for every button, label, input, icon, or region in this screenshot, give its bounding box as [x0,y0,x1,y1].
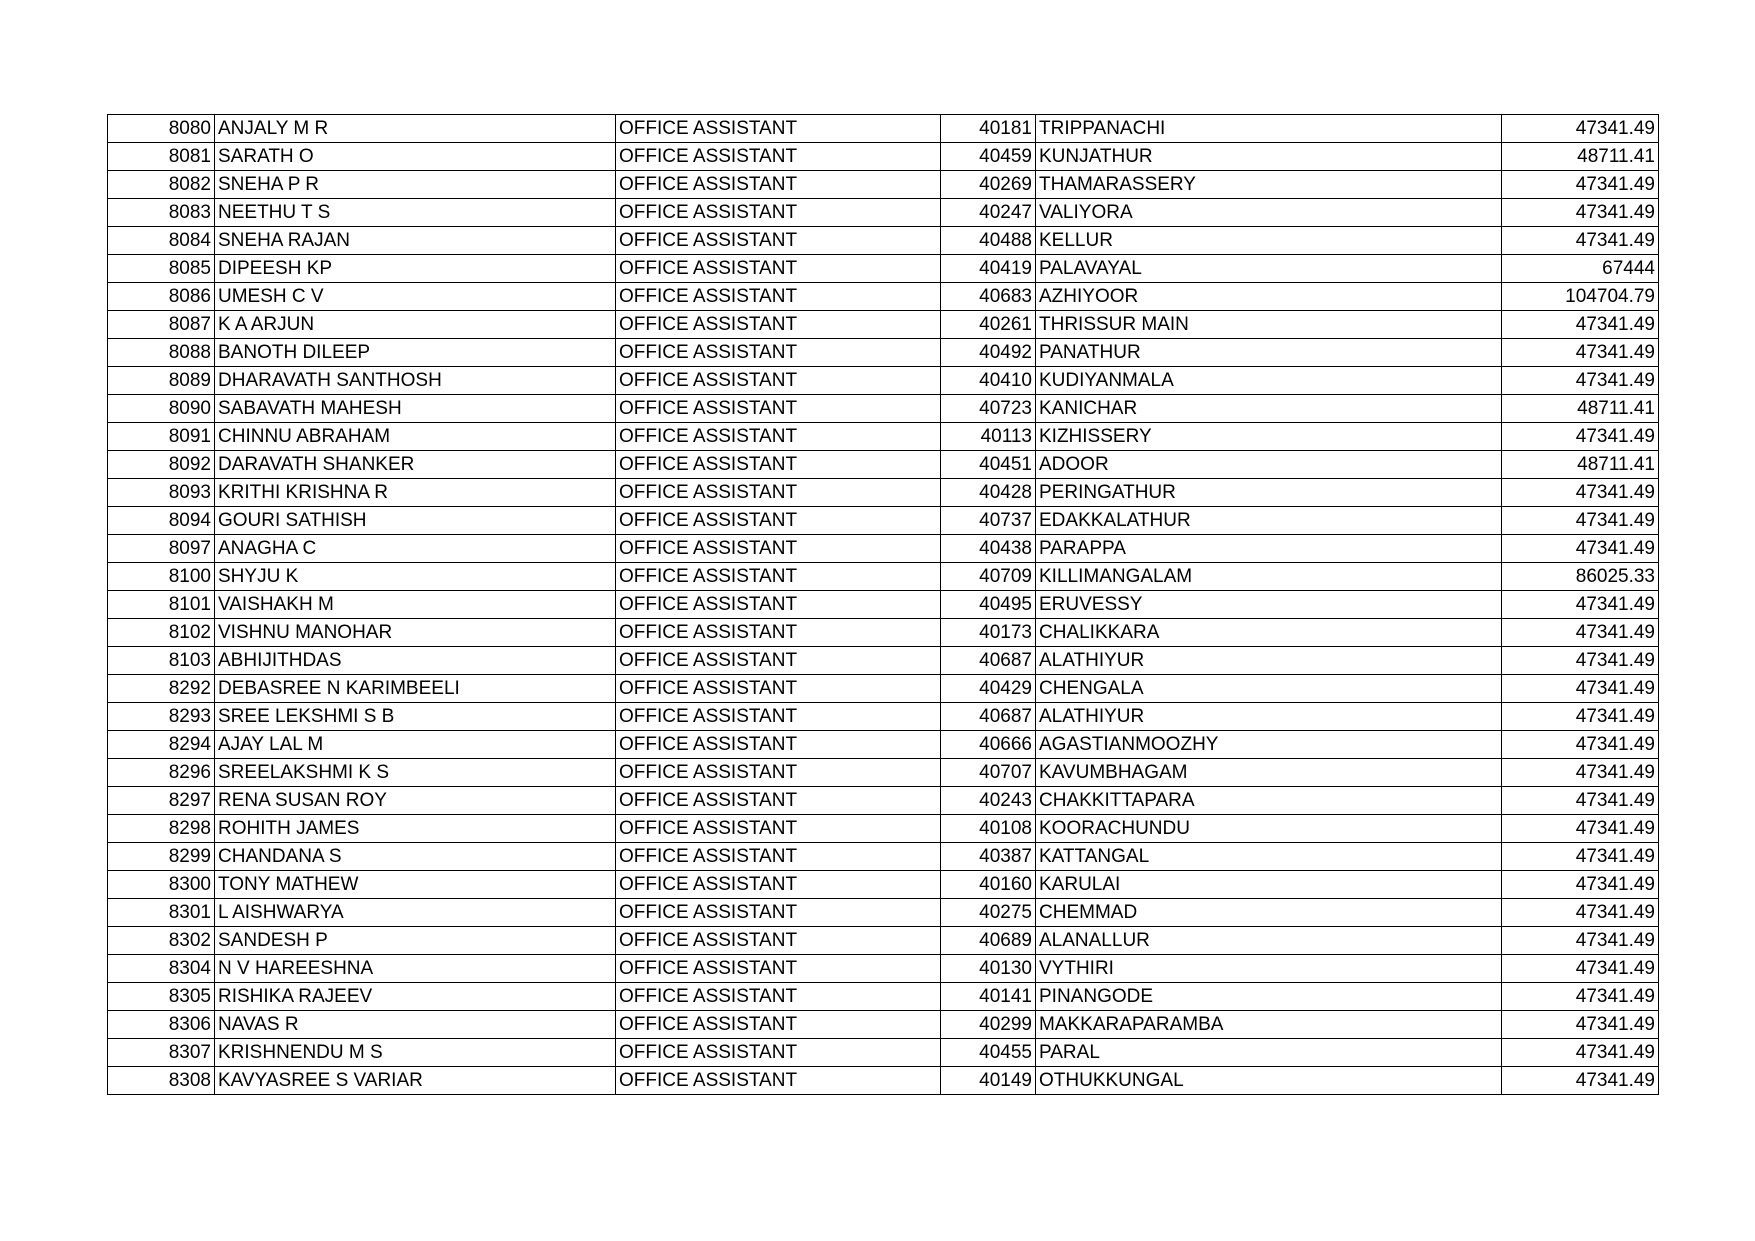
designation-cell: OFFICE ASSISTANT [616,395,941,423]
employee-name-cell: ROHITH JAMES [215,815,616,843]
records-table [107,114,1659,1095]
employee-id-cell: 8081 [108,143,215,171]
office-name-cell: PANATHUR [1036,339,1502,367]
employee-name-cell: SREE LEKSHMI S B [215,703,616,731]
designation-cell: OFFICE ASSISTANT [616,479,941,507]
amount-cell: 47341.49 [1502,507,1659,535]
office-code-cell: 40419 [941,255,1036,283]
employee-name-cell: L AISHWARYA [215,899,616,927]
office-code-cell: 40737 [941,507,1036,535]
employee-id-cell: 8297 [108,787,215,815]
employee-name-cell: SABAVATH MAHESH [215,395,616,423]
employee-id-cell: 8301 [108,899,215,927]
employee-name-cell: GOURI SATHISH [215,507,616,535]
records-table-body [108,115,1659,1095]
office-code-cell: 40683 [941,283,1036,311]
employee-id-cell: 8082 [108,171,215,199]
table-row [108,563,1659,591]
employee-name-cell: DHARAVATH SANTHOSH [215,367,616,395]
amount-cell: 104704.79 [1502,283,1659,311]
office-code-cell: 40455 [941,1039,1036,1067]
office-code-cell: 40108 [941,815,1036,843]
office-name-cell: KAVUMBHAGAM [1036,759,1502,787]
office-name-cell: OTHUKKUNGAL [1036,1067,1502,1095]
office-name-cell: TRIPPANACHI [1036,115,1502,143]
employee-name-cell: KAVYASREE S VARIAR [215,1067,616,1095]
designation-cell: OFFICE ASSISTANT [616,311,941,339]
office-name-cell: PARAPPA [1036,535,1502,563]
employee-name-cell: NEETHU T S [215,199,616,227]
table-row [108,955,1659,983]
designation-cell: OFFICE ASSISTANT [616,535,941,563]
amount-cell: 47341.49 [1502,983,1659,1011]
amount-cell: 47341.49 [1502,1039,1659,1067]
office-name-cell: PALAVAYAL [1036,255,1502,283]
office-code-cell: 40299 [941,1011,1036,1039]
designation-cell: OFFICE ASSISTANT [616,115,941,143]
employee-id-cell: 8090 [108,395,215,423]
employee-name-cell: DEBASREE N KARIMBEELI [215,675,616,703]
table-row [108,171,1659,199]
amount-cell: 47341.49 [1502,647,1659,675]
amount-cell: 47341.49 [1502,787,1659,815]
table-row [108,619,1659,647]
employee-name-cell: SANDESH P [215,927,616,955]
amount-cell: 47341.49 [1502,815,1659,843]
designation-cell: OFFICE ASSISTANT [616,507,941,535]
employee-id-cell: 8086 [108,283,215,311]
office-code-cell: 40495 [941,591,1036,619]
office-code-cell: 40275 [941,899,1036,927]
document-page [107,114,1658,1095]
designation-cell: OFFICE ASSISTANT [616,423,941,451]
employee-name-cell: K A ARJUN [215,311,616,339]
amount-cell: 67444 [1502,255,1659,283]
office-code-cell: 40243 [941,787,1036,815]
amount-cell: 47341.49 [1502,1011,1659,1039]
amount-cell: 47341.49 [1502,171,1659,199]
office-name-cell: CHENGALA [1036,675,1502,703]
table-row [108,731,1659,759]
designation-cell: OFFICE ASSISTANT [616,731,941,759]
amount-cell: 47341.49 [1502,899,1659,927]
amount-cell: 47341.49 [1502,1067,1659,1095]
office-name-cell: PINANGODE [1036,983,1502,1011]
table-row [108,143,1659,171]
employee-name-cell: SNEHA P R [215,171,616,199]
employee-id-cell: 8085 [108,255,215,283]
office-name-cell: KELLUR [1036,227,1502,255]
employee-id-cell: 8083 [108,199,215,227]
office-name-cell: CHEMMAD [1036,899,1502,927]
table-row [108,703,1659,731]
designation-cell: OFFICE ASSISTANT [616,227,941,255]
designation-cell: OFFICE ASSISTANT [616,283,941,311]
office-name-cell: KANICHAR [1036,395,1502,423]
office-name-cell: PERINGATHUR [1036,479,1502,507]
table-row [108,647,1659,675]
designation-cell: OFFICE ASSISTANT [616,759,941,787]
employee-name-cell: SREELAKSHMI K S [215,759,616,787]
designation-cell: OFFICE ASSISTANT [616,675,941,703]
amount-cell: 47341.49 [1502,535,1659,563]
employee-id-cell: 8299 [108,843,215,871]
employee-id-cell: 8091 [108,423,215,451]
office-code-cell: 40488 [941,227,1036,255]
table-row [108,507,1659,535]
designation-cell: OFFICE ASSISTANT [616,563,941,591]
employee-name-cell: DARAVATH SHANKER [215,451,616,479]
office-code-cell: 40149 [941,1067,1036,1095]
amount-cell: 47341.49 [1502,843,1659,871]
office-code-cell: 40130 [941,955,1036,983]
amount-cell: 47341.49 [1502,199,1659,227]
designation-cell: OFFICE ASSISTANT [616,899,941,927]
amount-cell: 47341.49 [1502,591,1659,619]
office-name-cell: KOORACHUNDU [1036,815,1502,843]
amount-cell: 47341.49 [1502,871,1659,899]
employee-id-cell: 8293 [108,703,215,731]
office-code-cell: 40141 [941,983,1036,1011]
table-row [108,843,1659,871]
table-row [108,1067,1659,1095]
employee-id-cell: 8097 [108,535,215,563]
office-code-cell: 40269 [941,171,1036,199]
designation-cell: OFFICE ASSISTANT [616,843,941,871]
table-row [108,451,1659,479]
amount-cell: 86025.33 [1502,563,1659,591]
employee-id-cell: 8103 [108,647,215,675]
table-row [108,983,1659,1011]
designation-cell: OFFICE ASSISTANT [616,1067,941,1095]
amount-cell: 47341.49 [1502,731,1659,759]
employee-id-cell: 8094 [108,507,215,535]
designation-cell: OFFICE ASSISTANT [616,171,941,199]
employee-name-cell: SHYJU K [215,563,616,591]
employee-id-cell: 8298 [108,815,215,843]
employee-name-cell: SARATH O [215,143,616,171]
employee-name-cell: N V HAREESHNA [215,955,616,983]
table-row [108,787,1659,815]
employee-name-cell: VAISHAKH M [215,591,616,619]
employee-name-cell: VISHNU MANOHAR [215,619,616,647]
employee-id-cell: 8292 [108,675,215,703]
designation-cell: OFFICE ASSISTANT [616,367,941,395]
office-name-cell: CHALIKKARA [1036,619,1502,647]
employee-name-cell: DIPEESH KP [215,255,616,283]
table-row [108,1011,1659,1039]
table-row [108,479,1659,507]
office-code-cell: 40181 [941,115,1036,143]
amount-cell: 47341.49 [1502,339,1659,367]
office-code-cell: 40247 [941,199,1036,227]
employee-name-cell: KRITHI KRISHNA R [215,479,616,507]
amount-cell: 47341.49 [1502,367,1659,395]
designation-cell: OFFICE ASSISTANT [616,955,941,983]
office-name-cell: PARAL [1036,1039,1502,1067]
employee-id-cell: 8294 [108,731,215,759]
table-row [108,255,1659,283]
table-row [108,283,1659,311]
office-code-cell: 40723 [941,395,1036,423]
amount-cell: 47341.49 [1502,479,1659,507]
office-code-cell: 40689 [941,927,1036,955]
designation-cell: OFFICE ASSISTANT [616,451,941,479]
office-name-cell: KILLIMANGALAM [1036,563,1502,591]
office-code-cell: 40160 [941,871,1036,899]
office-code-cell: 40438 [941,535,1036,563]
employee-id-cell: 8302 [108,927,215,955]
designation-cell: OFFICE ASSISTANT [616,787,941,815]
table-row [108,227,1659,255]
table-row [108,591,1659,619]
office-name-cell: ALATHIYUR [1036,647,1502,675]
office-code-cell: 40261 [941,311,1036,339]
employee-id-cell: 8100 [108,563,215,591]
employee-id-cell: 8307 [108,1039,215,1067]
employee-id-cell: 8087 [108,311,215,339]
table-row [108,871,1659,899]
table-row [108,423,1659,451]
employee-id-cell: 8101 [108,591,215,619]
designation-cell: OFFICE ASSISTANT [616,1039,941,1067]
employee-name-cell: CHANDANA S [215,843,616,871]
employee-name-cell: ANJALY M R [215,115,616,143]
employee-id-cell: 8092 [108,451,215,479]
designation-cell: OFFICE ASSISTANT [616,871,941,899]
designation-cell: OFFICE ASSISTANT [616,983,941,1011]
employee-id-cell: 8308 [108,1067,215,1095]
designation-cell: OFFICE ASSISTANT [616,143,941,171]
office-name-cell: ALANALLUR [1036,927,1502,955]
table-row [108,367,1659,395]
office-code-cell: 40492 [941,339,1036,367]
amount-cell: 47341.49 [1502,955,1659,983]
table-row [108,199,1659,227]
office-name-cell: KIZHISSERY [1036,423,1502,451]
table-row [108,675,1659,703]
employee-id-cell: 8093 [108,479,215,507]
office-code-cell: 40113 [941,423,1036,451]
table-row [108,759,1659,787]
employee-name-cell: RISHIKA RAJEEV [215,983,616,1011]
employee-name-cell: CHINNU ABRAHAM [215,423,616,451]
designation-cell: OFFICE ASSISTANT [616,199,941,227]
designation-cell: OFFICE ASSISTANT [616,1011,941,1039]
amount-cell: 47341.49 [1502,703,1659,731]
office-name-cell: THAMARASSERY [1036,171,1502,199]
table-row [108,395,1659,423]
office-code-cell: 40387 [941,843,1036,871]
table-row [108,311,1659,339]
employee-id-cell: 8305 [108,983,215,1011]
employee-name-cell: UMESH C V [215,283,616,311]
office-code-cell: 40687 [941,647,1036,675]
office-name-cell: ADOOR [1036,451,1502,479]
designation-cell: OFFICE ASSISTANT [616,339,941,367]
amount-cell: 48711.41 [1502,395,1659,423]
table-row [108,115,1659,143]
office-name-cell: KUNJATHUR [1036,143,1502,171]
amount-cell: 47341.49 [1502,675,1659,703]
table-row [108,1039,1659,1067]
table-row [108,535,1659,563]
amount-cell: 48711.41 [1502,451,1659,479]
office-name-cell: THRISSUR MAIN [1036,311,1502,339]
amount-cell: 47341.49 [1502,423,1659,451]
employee-id-cell: 8084 [108,227,215,255]
office-code-cell: 40707 [941,759,1036,787]
office-name-cell: AZHIYOOR [1036,283,1502,311]
office-name-cell: MAKKARAPARAMBA [1036,1011,1502,1039]
office-code-cell: 40687 [941,703,1036,731]
employee-name-cell: SNEHA RAJAN [215,227,616,255]
office-code-cell: 40709 [941,563,1036,591]
office-name-cell: KUDIYANMALA [1036,367,1502,395]
table-row [108,927,1659,955]
employee-name-cell: TONY MATHEW [215,871,616,899]
designation-cell: OFFICE ASSISTANT [616,591,941,619]
employee-id-cell: 8088 [108,339,215,367]
designation-cell: OFFICE ASSISTANT [616,703,941,731]
designation-cell: OFFICE ASSISTANT [616,647,941,675]
amount-cell: 47341.49 [1502,927,1659,955]
office-code-cell: 40428 [941,479,1036,507]
amount-cell: 47341.49 [1502,759,1659,787]
office-name-cell: VYTHIRI [1036,955,1502,983]
amount-cell: 47341.49 [1502,227,1659,255]
employee-id-cell: 8102 [108,619,215,647]
employee-name-cell: NAVAS R [215,1011,616,1039]
designation-cell: OFFICE ASSISTANT [616,255,941,283]
office-name-cell: CHAKKITTAPARA [1036,787,1502,815]
office-name-cell: VALIYORA [1036,199,1502,227]
office-code-cell: 40459 [941,143,1036,171]
office-code-cell: 40666 [941,731,1036,759]
office-name-cell: ALATHIYUR [1036,703,1502,731]
office-name-cell: AGASTIANMOOZHY [1036,731,1502,759]
amount-cell: 48711.41 [1502,143,1659,171]
employee-name-cell: KRISHNENDU M S [215,1039,616,1067]
amount-cell: 47341.49 [1502,115,1659,143]
office-code-cell: 40173 [941,619,1036,647]
employee-name-cell: ABHIJITHDAS [215,647,616,675]
office-code-cell: 40429 [941,675,1036,703]
employee-name-cell: RENA SUSAN ROY [215,787,616,815]
employee-id-cell: 8300 [108,871,215,899]
office-name-cell: KARULAI [1036,871,1502,899]
amount-cell: 47341.49 [1502,311,1659,339]
office-name-cell: EDAKKALATHUR [1036,507,1502,535]
office-name-cell: KATTANGAL [1036,843,1502,871]
amount-cell: 47341.49 [1502,619,1659,647]
office-code-cell: 40451 [941,451,1036,479]
table-row [108,815,1659,843]
employee-id-cell: 8089 [108,367,215,395]
table-row [108,899,1659,927]
office-code-cell: 40410 [941,367,1036,395]
table-row [108,339,1659,367]
designation-cell: OFFICE ASSISTANT [616,927,941,955]
employee-id-cell: 8080 [108,115,215,143]
designation-cell: OFFICE ASSISTANT [616,815,941,843]
designation-cell: OFFICE ASSISTANT [616,619,941,647]
employee-name-cell: ANAGHA C [215,535,616,563]
employee-id-cell: 8296 [108,759,215,787]
employee-name-cell: AJAY LAL M [215,731,616,759]
employee-name-cell: BANOTH DILEEP [215,339,616,367]
employee-id-cell: 8306 [108,1011,215,1039]
employee-id-cell: 8304 [108,955,215,983]
office-name-cell: ERUVESSY [1036,591,1502,619]
